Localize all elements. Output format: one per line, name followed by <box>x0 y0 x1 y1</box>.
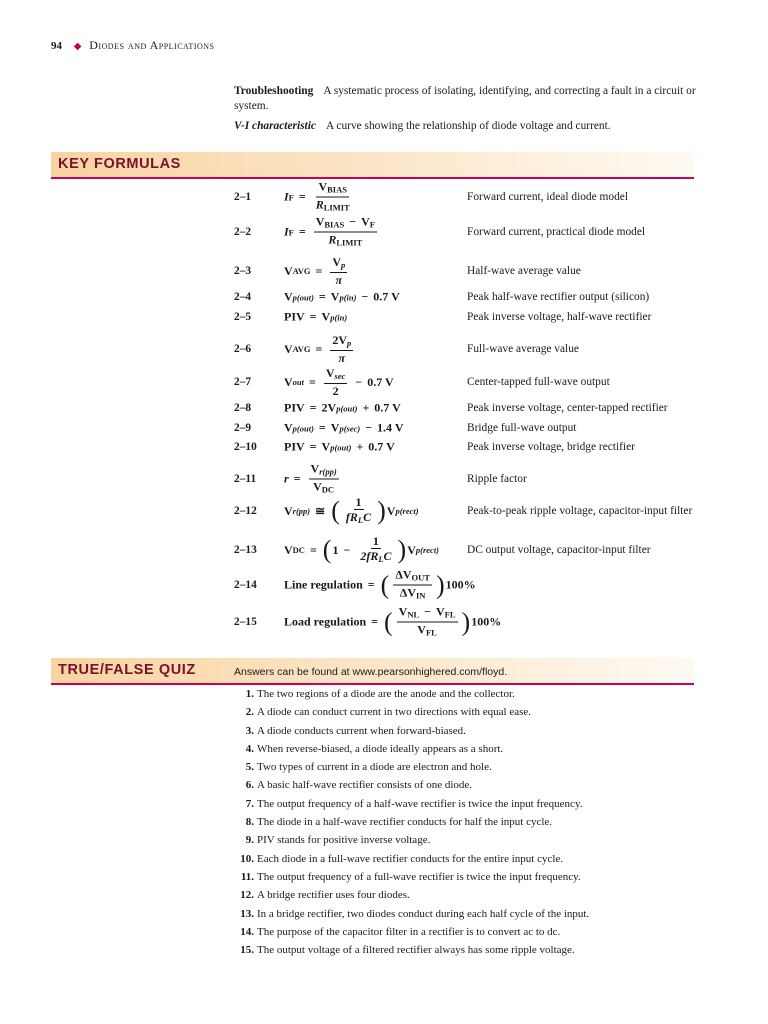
formula-description: DC output voltage, capacitor-input filter <box>467 544 651 556</box>
key-formulas-banner <box>51 152 694 179</box>
formula-number: 2–6 <box>234 343 252 355</box>
quiz-item: 7. The output frequency of a half-wave rectifier is twice the input frequency. <box>245 797 583 810</box>
formula-description: Ripple factor <box>467 473 527 485</box>
quiz-item: 8. The diode in a half-wave rectifier conducts for half the input cycle. <box>245 816 553 829</box>
glossary-term: Troubleshooting <box>234 85 314 97</box>
formula-row <box>234 567 704 601</box>
true-false-quiz-banner <box>51 658 694 685</box>
glossary-term: V-I characteristic <box>234 120 316 132</box>
formula-number: 2–15 <box>234 616 257 628</box>
formula-expression: V AVG = $\frac{2V_p}{\pi}$ <box>284 333 352 365</box>
formula-row <box>234 461 704 495</box>
formula-row <box>234 255 704 287</box>
formula-row <box>234 495 704 525</box>
glossary-definition: A systematic process of isolating, identifying, and correcting a fault in a circuit or system. <box>234 85 696 112</box>
quiz-list <box>234 685 589 959</box>
formula-number: 2–7 <box>234 376 252 388</box>
quiz-item: 9. PIV stands for positive inverse voltage. <box>245 834 431 847</box>
bullet-diamond: ◆ <box>73 41 82 52</box>
formula-row <box>234 214 704 248</box>
formula-expression: I F = $\frac{V_{BIAS} - V_F}{R_{LIMIT}}$ <box>284 214 375 248</box>
quiz-item: 15. The output voltage of a filtered rectifier always has some ripple voltage. <box>240 944 575 957</box>
formula-description: Peak half-wave rectifier output (silicon) <box>467 291 650 303</box>
formula-row <box>234 435 704 459</box>
chapter-title: Diodes and Applications <box>89 38 215 52</box>
formula-expression: PIV = V p(out) + 0.7 V <box>284 439 395 454</box>
quiz-item: 12. A bridge rectifier uses four diodes. <box>240 889 410 902</box>
formula-number: 2–4 <box>234 291 252 303</box>
quiz-item: 6. A basic half-wave rectifier consists of one diode. <box>245 779 473 792</box>
quiz-item: 11. The output frequency of a full-wave rectifier is twice the input frequency. <box>240 870 581 883</box>
glossary-entry-vi-characteristic <box>234 119 699 134</box>
quiz-item: 10. Each diode in a full-wave rectifier conducts for the entire input cycle. <box>240 852 564 865</box>
formula-number: 2–10 <box>234 441 257 453</box>
quiz-item: 14. The purpose of the capacitor filter in a rectifier is to convert ac to dc. <box>240 925 561 938</box>
page-number: 94 <box>51 40 62 52</box>
formula-number: 2–2 <box>234 226 252 238</box>
formula-description: Peak inverse voltage, half-wave rectifier <box>467 311 652 323</box>
quiz-item: 3. A diode conducts current when forward-biased. <box>245 724 466 737</box>
running-header <box>51 38 215 53</box>
formula-description: Peak-to-peak ripple voltage, capacitor-input filter <box>467 505 693 517</box>
section-title: KEY FORMULAS <box>58 156 181 172</box>
quiz-item: 1. The two regions of a diode are the anode and the collector. <box>245 688 515 700</box>
answers-note: Answers can be found at www.pearsonhighered.com/floyd. <box>234 666 508 678</box>
formula-description: Full-wave average value <box>467 343 579 355</box>
formula-number: 2–9 <box>234 422 252 434</box>
formula-number: 2–11 <box>234 473 257 485</box>
formula-expression: V p(out) = V p(sec) − 1.4 V <box>284 420 404 435</box>
formula-expression: PIV = V p(in) <box>284 309 348 324</box>
formula-number: 2–12 <box>234 505 257 517</box>
formula-row <box>234 305 704 329</box>
formula-expression: V AVG = $\frac{V_p}{\pi}$ <box>284 255 346 287</box>
formula-row <box>234 179 704 213</box>
formula-description: Bridge full-wave output <box>467 422 577 434</box>
formula-number: 2–5 <box>234 311 252 323</box>
formula-expression: PIV = 2V p(out) + 0.7 V <box>284 400 401 415</box>
formula-expression: V DC = ( 1 − $\frac{1}{2fR_LC}$ ) V p(rect) <box>284 534 440 564</box>
formula-description: Center-tapped full-wave output <box>467 376 610 388</box>
formula-number: 2–14 <box>234 579 257 591</box>
quiz-item: 5. Two types of current in a diode are electron and hole. <box>245 761 492 774</box>
section-title: TRUE/FALSE QUIZ <box>58 662 196 678</box>
formula-expression: Line regulation = ( $\frac{\Delta V_{OUT}}{\Delta V_{IN}}$ ) 100% <box>284 567 476 601</box>
formula-description: Peak inverse voltage, bridge rectifier <box>467 441 635 453</box>
quiz-item: 2. A diode can conduct current in two directions with equal ease. <box>245 706 531 719</box>
formula-description: Peak inverse voltage, center-tapped rectifier <box>467 402 668 414</box>
formula-number: 2–3 <box>234 265 252 277</box>
formula-row <box>234 534 704 564</box>
quiz-item: 13. In a bridge rectifier, two diodes conduct during each half cycle of the input. <box>240 907 590 920</box>
formula-number: 2–13 <box>234 544 257 556</box>
formula-expression: I F = $\frac{V_{BIAS}}{R_{LIMIT}}$ <box>284 179 350 213</box>
formula-row <box>234 333 704 365</box>
formula-description: Forward current, ideal diode model <box>467 191 628 203</box>
formula-number: 2–1 <box>234 191 252 203</box>
formula-description: Forward current, practical diode model <box>467 226 646 238</box>
formula-expression: V p(out) = V p(in) − 0.7 V <box>284 289 400 304</box>
formula-row <box>234 366 704 398</box>
quiz-item: 4. When reverse-biased, a diode ideally appears as a short. <box>245 742 504 755</box>
glossary-entry-troubleshooting <box>234 84 699 114</box>
formula-expression: V out = $\frac{V_{sec}}{2}$ − 0.7 V <box>284 366 394 398</box>
formula-number: 2–8 <box>234 402 252 414</box>
formula-expression: V r(pp) ≅ ( $\frac{1}{fR_LC}$ ) V p(rect) <box>284 495 419 525</box>
glossary-definition: A curve showing the relationship of diode voltage and current. <box>325 120 611 132</box>
formula-expression: r = $\frac{V_{r(pp)}}{V_{DC}}$ <box>284 461 337 495</box>
formula-expression: Load regulation = ( $\frac{V_{NL} - V_{FL}}{V_{FL}}$ ) 100% <box>284 604 502 638</box>
formula-description: Half-wave average value <box>467 265 581 277</box>
formula-row <box>234 604 704 638</box>
